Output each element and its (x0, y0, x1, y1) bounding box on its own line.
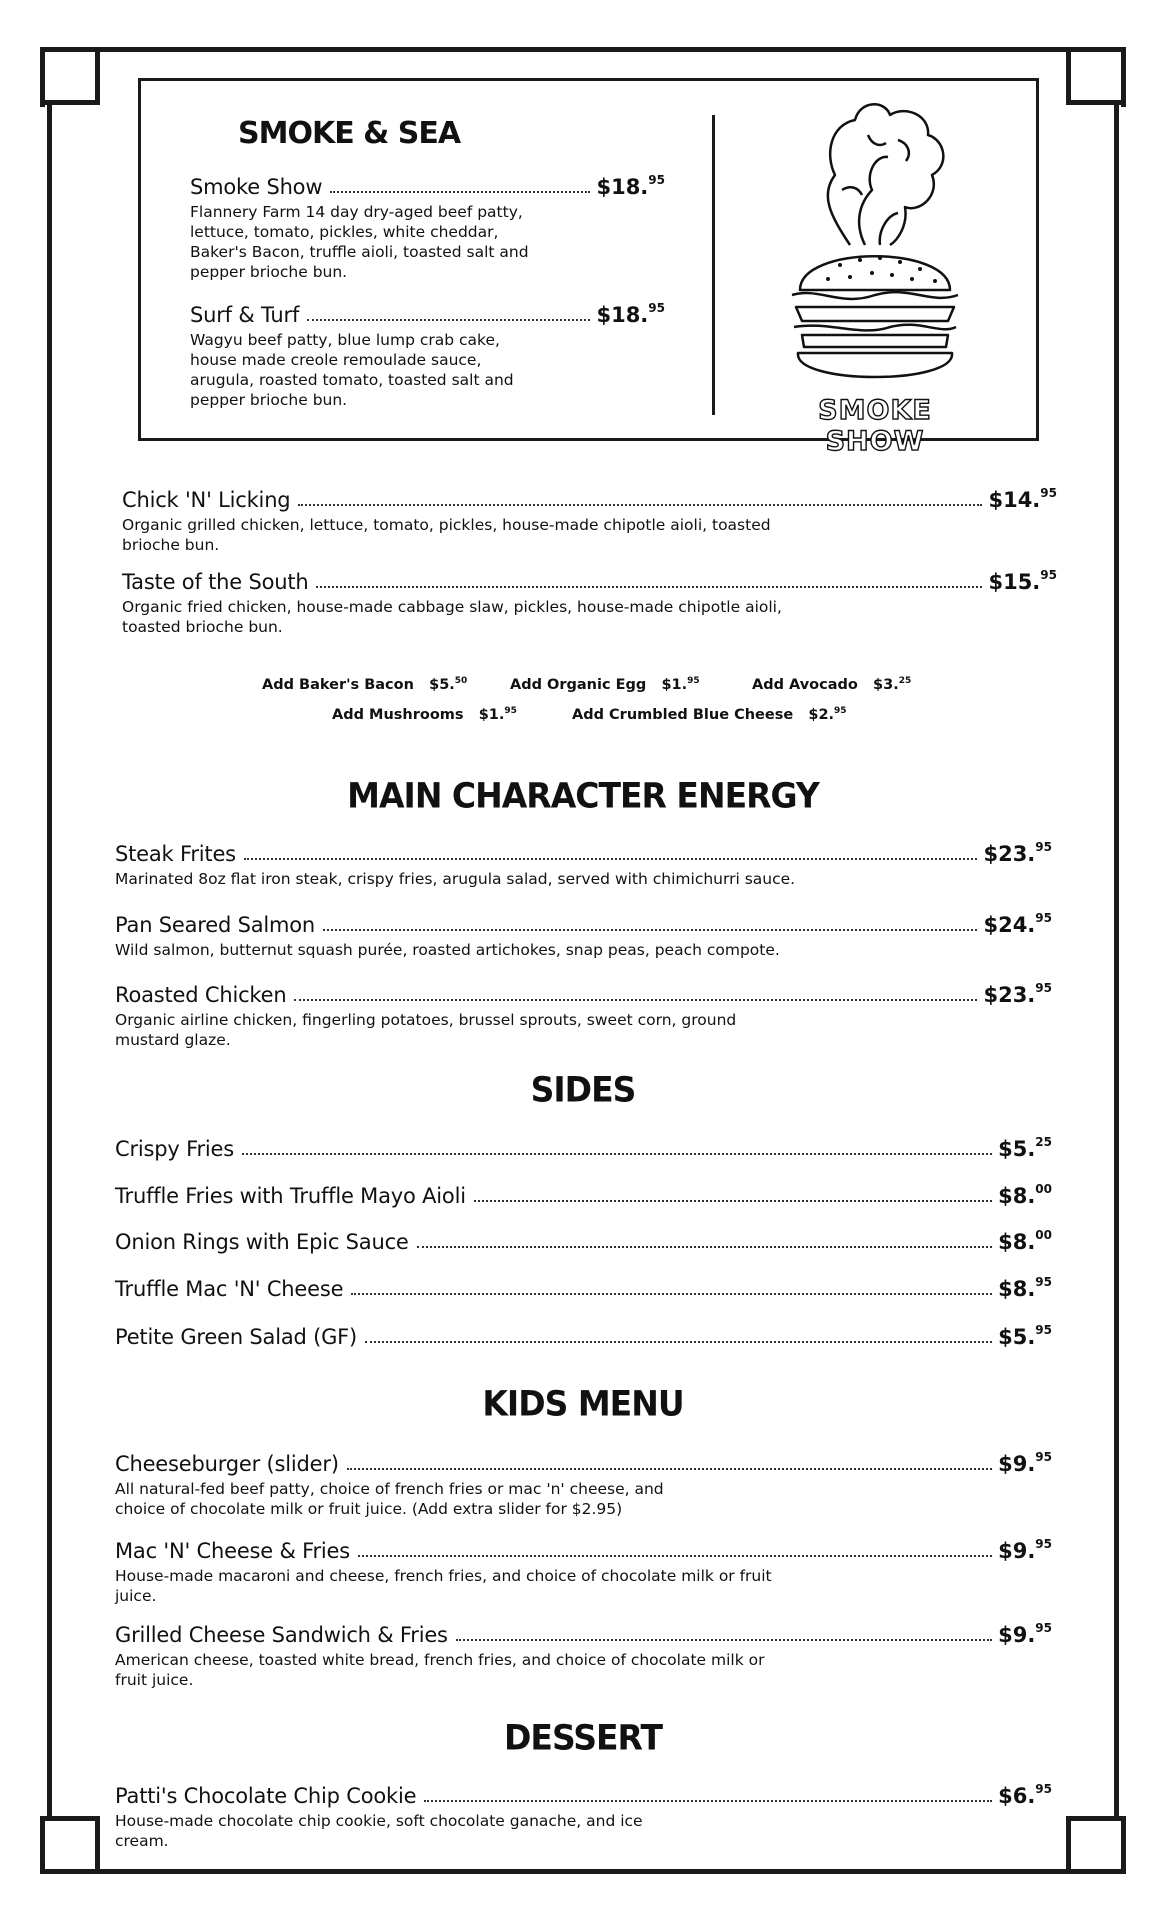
item-price: $8.00 (998, 1228, 1052, 1254)
addon-item: Add Avocado $3.25 (752, 676, 912, 693)
menu-item (115, 1277, 1052, 1301)
item-price: $15.95 (988, 568, 1057, 594)
item-price: $8.95 (998, 1275, 1052, 1301)
item-price: $6.95 (998, 1782, 1052, 1808)
item-description: House-made chocolate chip cookie, soft chocolate ganache, and ice cream. (115, 1812, 643, 1850)
dot-leader (456, 1639, 992, 1641)
item-name: Onion Rings with Epic Sauce (115, 1230, 409, 1254)
item-name: Truffle Mac 'N' Cheese (115, 1277, 344, 1301)
menu-item (190, 303, 665, 410)
dot-leader (351, 1293, 992, 1295)
item-name: Smoke Show (190, 175, 323, 199)
item-description: American cheese, toasted white bread, french fries, and choice of chocolate milk or fruit juice. (115, 1651, 765, 1689)
section-title-sides: SIDES (530, 1069, 636, 1110)
item-description: House-made macaroni and cheese, french fries, and choice of chocolate milk or fruit juice. (115, 1567, 772, 1605)
dot-leader (316, 586, 982, 588)
item-name: Pan Seared Salmon (115, 913, 316, 937)
section-title-kids-menu: KIDS MENU (482, 1383, 684, 1424)
item-description: Organic grilled chicken, lettuce, tomato, pickles, house-made chipotle aioli, toasted brioche bun. (122, 516, 771, 554)
item-name: Petite Green Salad (GF) (115, 1325, 358, 1349)
item-name: Chick 'N' Licking (122, 488, 291, 512)
menu-item (122, 488, 1057, 555)
item-name: Grilled Cheese Sandwich & Fries (115, 1623, 448, 1647)
menu-item (115, 1784, 1052, 1851)
item-price: $9.95 (998, 1621, 1052, 1647)
menu-item (122, 570, 1057, 637)
item-description: Organic airline chicken, fingerling potatoes, brussel sprouts, sweet corn, ground mustard glaze. (115, 1011, 737, 1049)
item-description: Organic fried chicken, house-made cabbage slaw, pickles, house-made chipotle aioli, toasted brioche bun. (122, 598, 782, 636)
dot-leader (323, 929, 977, 931)
item-description: All natural-fed beef patty, choice of french fries or mac 'n' cheese, and choice of chocolate milk or fruit juice. (Add extra slider for $2.95) (115, 1480, 664, 1518)
dot-leader (474, 1200, 992, 1202)
dot-leader (365, 1341, 992, 1343)
item-name: Cheeseburger (slider) (115, 1452, 339, 1476)
item-price: $5.25 (998, 1135, 1052, 1161)
dot-leader (294, 999, 977, 1001)
section-title-dessert: DESSERT (504, 1717, 662, 1758)
dot-leader (424, 1800, 992, 1802)
item-price: $5.95 (998, 1323, 1052, 1349)
item-price: $9.95 (998, 1450, 1052, 1476)
menu-item (115, 1230, 1052, 1254)
menu-item (115, 842, 1052, 889)
smoke-and-sea-title: SMOKE & SEA (238, 116, 461, 151)
item-price: $18.95 (596, 301, 665, 327)
illustration-label: SMOKE SHOW (818, 395, 932, 457)
addon-item: Add Crumbled Blue Cheese $2.95 (572, 706, 847, 723)
section-title-main-character-energy: MAIN CHARACTER ENERGY (347, 775, 819, 816)
dot-leader (242, 1153, 992, 1155)
item-price: $23.95 (983, 981, 1052, 1007)
dot-leader (244, 858, 978, 860)
menu-item (115, 1539, 1052, 1606)
menu-item (115, 1452, 1052, 1519)
item-description: Wild salmon, butternut squash purée, roasted artichokes, snap peas, peach compote. (115, 941, 780, 959)
item-name: Patti's Chocolate Chip Cookie (115, 1784, 417, 1808)
item-price: $23.95 (983, 840, 1052, 866)
dot-leader (417, 1246, 992, 1248)
item-name: Surf & Turf (190, 303, 300, 327)
dot-leader (347, 1468, 992, 1470)
menu-item (115, 1325, 1052, 1349)
feature-divider (712, 115, 715, 415)
dot-leader (307, 319, 590, 321)
item-name: Crispy Fries (115, 1137, 234, 1161)
item-name: Truffle Fries with Truffle Mayo Aioli (115, 1184, 466, 1208)
menu-item (115, 913, 1052, 960)
menu-item (115, 1184, 1052, 1208)
item-price: $9.95 (998, 1537, 1052, 1563)
item-name: Mac 'N' Cheese & Fries (115, 1539, 351, 1563)
item-price: $18.95 (596, 173, 665, 199)
menu-item (115, 1137, 1052, 1161)
item-description: Flannery Farm 14 day dry-aged beef patty, lettuce, tomato, pickles, white cheddar, Baker's Bacon, truffle aioli, toasted salt and pepper brioche bun. (190, 203, 529, 281)
dot-leader (298, 504, 982, 506)
item-name: Steak Frites (115, 842, 236, 866)
menu-item (190, 175, 665, 282)
addon-item: Add Baker's Bacon $5.50 (262, 676, 468, 693)
dot-leader (330, 191, 590, 193)
item-description: Wagyu beef patty, blue lump crab cake, house made creole remoulade sauce, arugula, roasted tomato, toasted salt and pepper brioche bun. (190, 331, 514, 409)
item-description: Marinated 8oz flat iron steak, crispy fries, arugula salad, served with chimichurri sauce. (115, 870, 796, 888)
dot-leader (358, 1555, 992, 1557)
item-price: $14.95 (988, 486, 1057, 512)
item-name: Taste of the South (122, 570, 309, 594)
item-price: $8.00 (998, 1182, 1052, 1208)
item-name: Roasted Chicken (115, 983, 287, 1007)
addon-item: Add Mushrooms $1.95 (332, 706, 517, 723)
menu-item (115, 1623, 1052, 1690)
addon-item: Add Organic Egg $1.95 (510, 676, 700, 693)
menu-item (115, 983, 1052, 1050)
item-price: $24.95 (983, 911, 1052, 937)
smoking-burger-icon (780, 95, 970, 395)
